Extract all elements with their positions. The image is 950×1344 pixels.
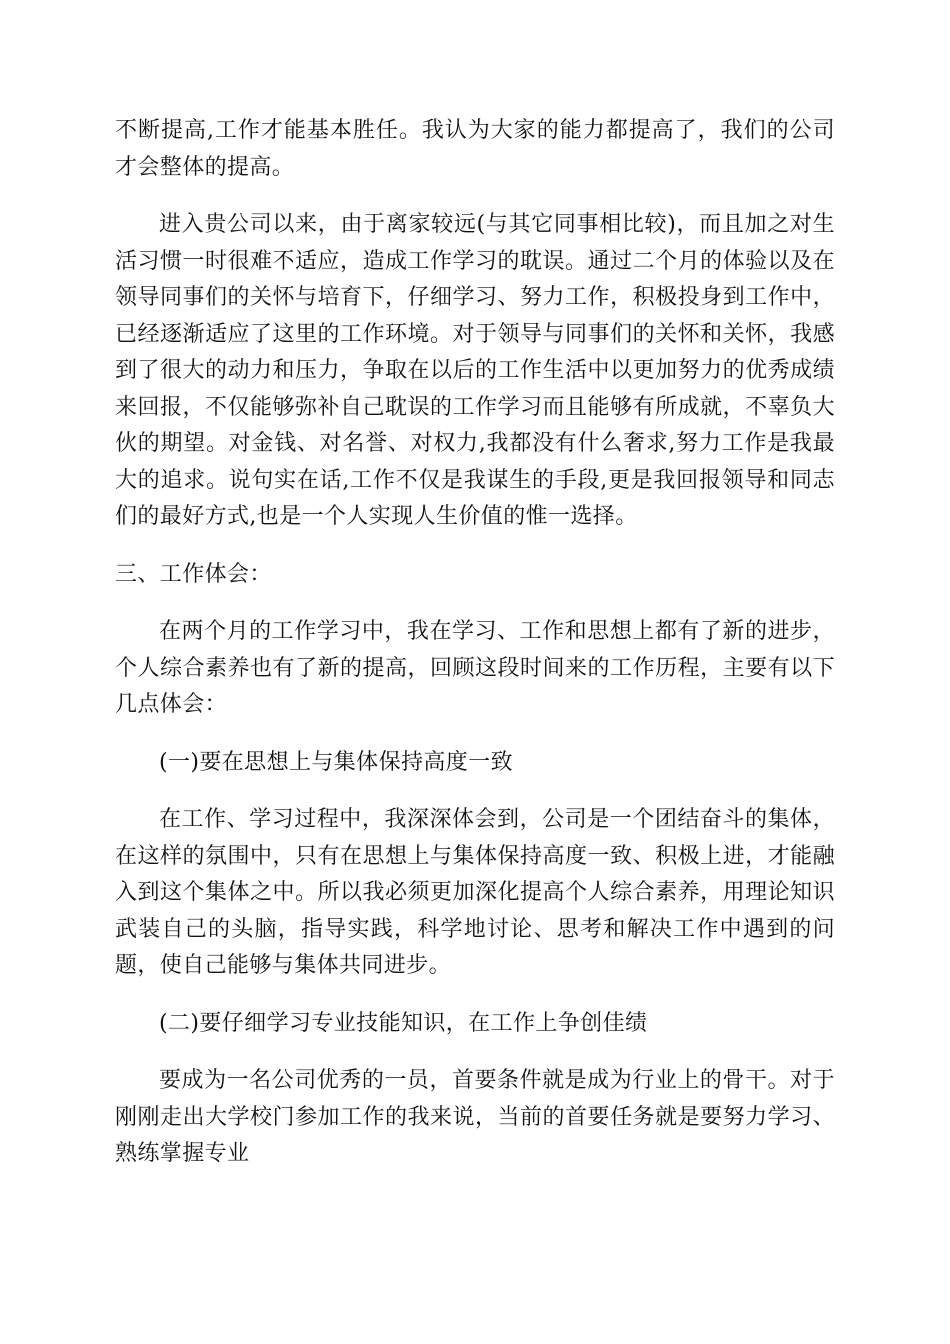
paragraph-experience-summary: 在两个月的工作学习中，我在学习、工作和思想上都有了新的进步，个人综合素养也有了新的提高，回顾这段时间来的工作历程，主要有以下几点体会： [115,619,835,717]
subheading-professional-skills: (二)要仔细学习专业技能知识，在工作上争创佳绩 [159,1010,648,1036]
section-heading-work-experience: 三、工作体会： [115,561,272,587]
paragraph-adaptation: 进入贵公司以来，由于离家较远(与其它同事相比较)，而且加之对生活习惯一时很难不适应，造成工作学习的耽误。通过二个月的体验以及在领导同事们的关怀与培育下，仔细学习、努力工作，积极投身到工作中，已经逐渐适应了这里的工作环境。对于领导与同事们的关怀和关怀，我感到了很大的动力和压力，争取在以后的工作生活中以更加努力的优秀成绩来回报，不仅能够弥补自己耽误的工作学习而且能够有所成就，不辜负大伙的期望。对金钱、对名誉、对权力,我都没有什么奢求,努力工作是我最大的追求。说句实在话,工作不仅是我谋生的手段,更是我回报领导和同志们的最好方式,也是一个人实现人生价值的惟一选择。 [115,212,835,529]
document-page [115,113,835,1194]
paragraph-collective-spirit: 在工作、学习过程中，我深深体会到，公司是一个团结奋斗的集体，在这样的氛围中，只有在思想上与集体保持高度一致、积极上进，才能融入到这个集体之中。所以我必须更加深化提高个人综合素养，用理论知识武装自己的头脑，指导实践，科学地讨论、思考和解决工作中遇到的问题，使自己能够与集体共同进步。 [115,807,835,978]
paragraph-intro-continuation: 不断提高,工作才能基本胜任。我认为大家的能力都提高了，我们的公司才会整体的提高。 [115,118,835,180]
subheading-thought-consistency: (一)要在思想上与集体保持高度一致 [159,749,513,775]
paragraph-become-backbone: 要成为一名公司优秀的一员，首要条件就是成为行业上的骨干。对于刚刚走出大学校门参加工作的我来说，当前的首要任务就是要努力学习、熟练掌握专业 [115,1068,835,1166]
